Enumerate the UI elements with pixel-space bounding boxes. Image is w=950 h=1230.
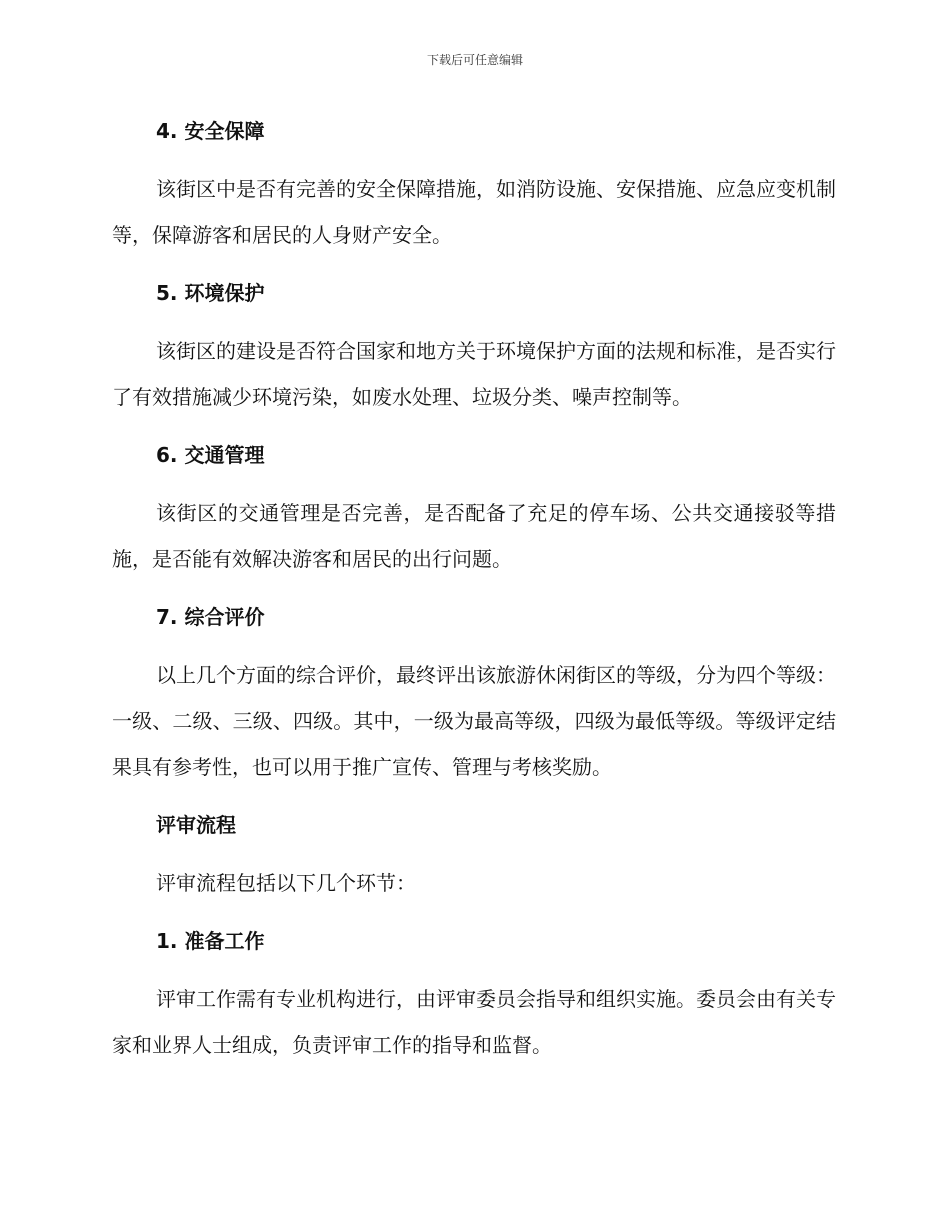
section-heading-preparation: 1. 准备工作: [156, 929, 265, 953]
section-heading-environment: 5. 环境保护: [156, 281, 265, 305]
section-heading-overall: 7. 综合评价: [156, 605, 265, 629]
section-heading-safety: 4. 安全保障: [156, 119, 265, 143]
paragraph-overall: 以上几个方面的综合评价，最终评出该旅游休闲街区的等级，分为四个等级：一级、二级、三级、四级。其中，一级为最高等级，四级为最低等级。等级评定结果具有参考性，也可以用于推广宣传、管理与考核奖励。: [112, 663, 836, 779]
paragraph-preparation: 评审工作需有专业机构进行，由评审委员会指导和组织实施。委员会由有关专家和业界人士组成，负责评审工作的指导和监督。: [112, 987, 836, 1057]
paragraph-safety: 该街区中是否有完善的安全保障措施，如消防设施、安保措施、应急应变机制等，保障游客和居民的人身财产安全。: [112, 177, 836, 247]
page-header: 下载后可任意编辑: [426, 53, 523, 67]
paragraph-environment: 该街区的建设是否符合国家和地方关于环境保护方面的法规和标准，是否实行了有效措施减少环境污染，如废水处理、垃圾分类、噪声控制等。: [112, 339, 836, 409]
paragraph-traffic: 该街区的交通管理是否完善，是否配备了充足的停车场、公共交通接驳等措施，是否能有效解决游客和居民的出行问题。: [112, 501, 836, 571]
section-heading-review-process: 评审流程: [156, 813, 236, 837]
document-body: [112, 108, 836, 1080]
paragraph-review-process: 评审流程包括以下几个环节：: [156, 871, 416, 895]
section-heading-traffic: 6. 交通管理: [156, 443, 265, 467]
